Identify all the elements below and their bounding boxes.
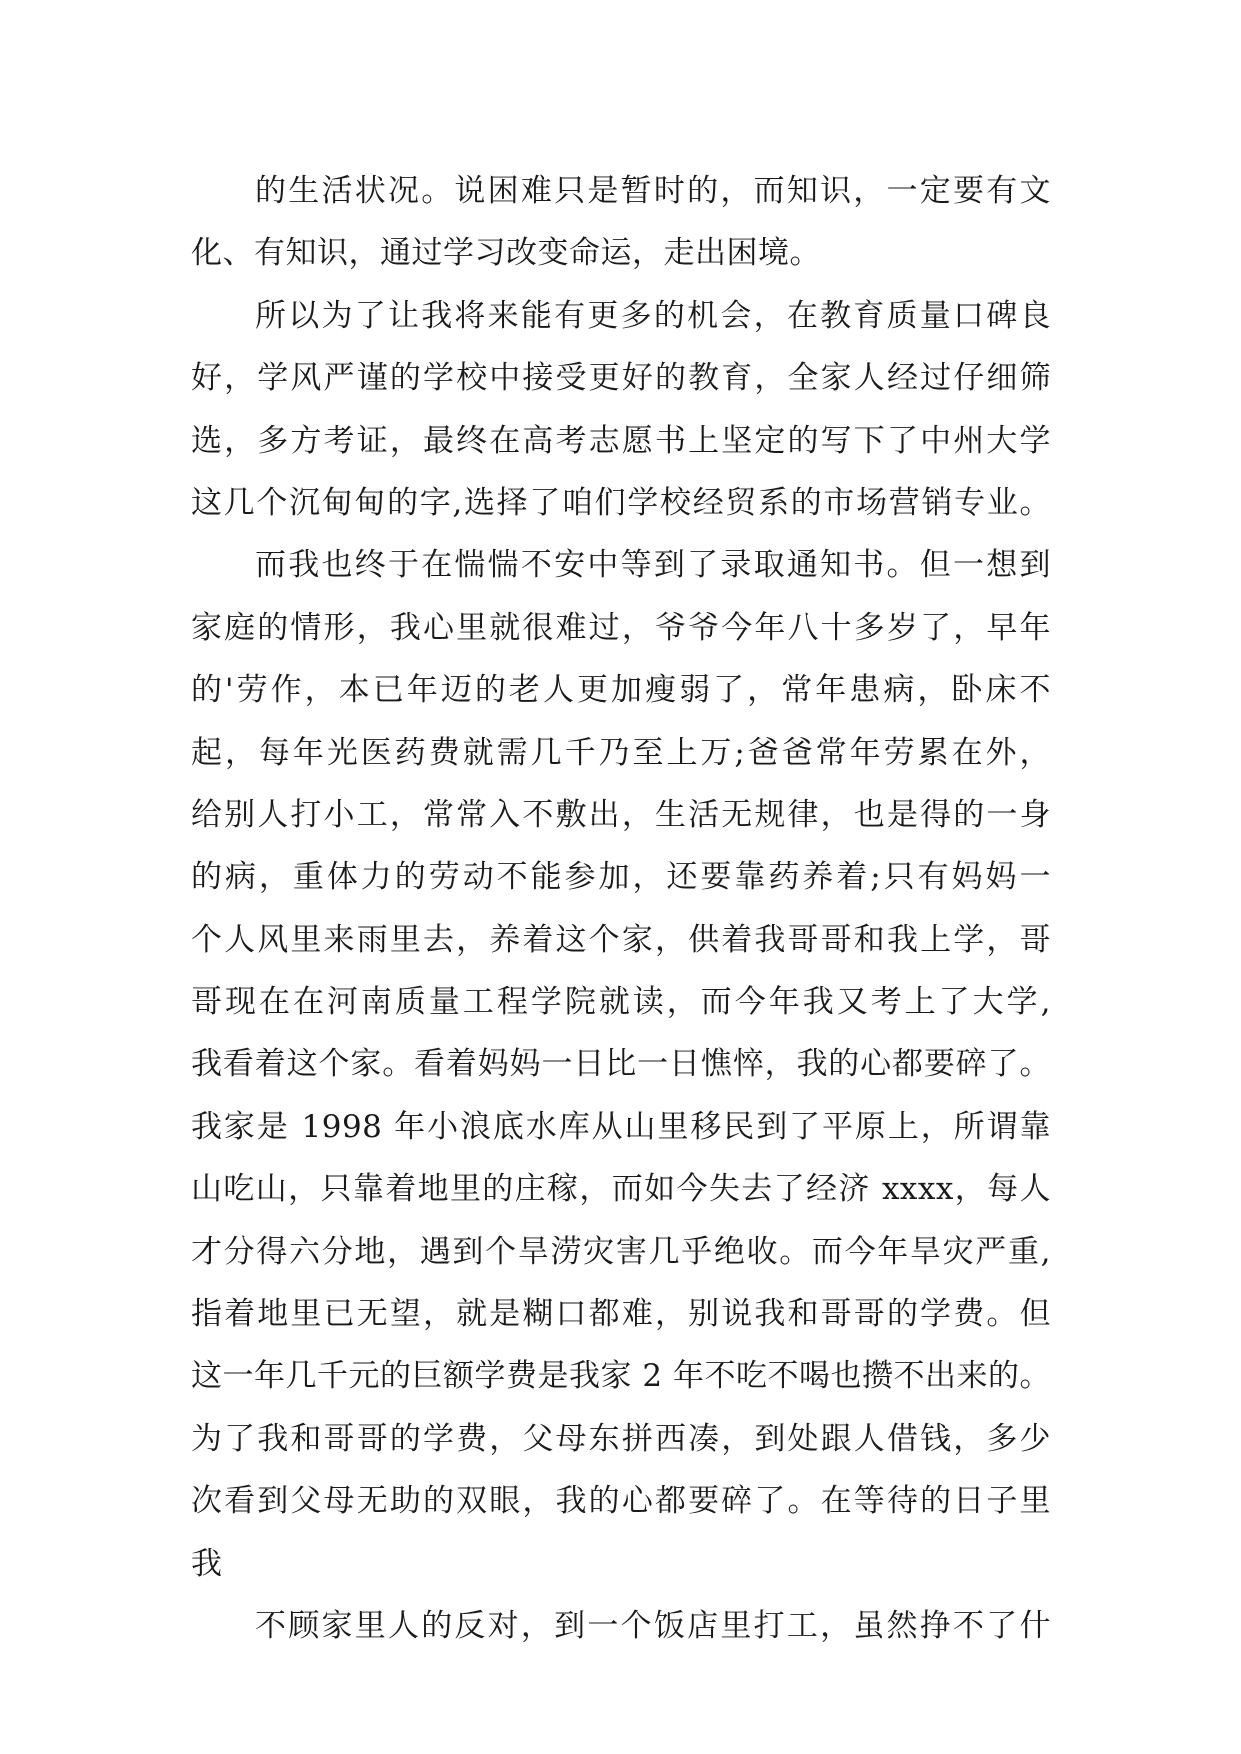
- text-line: 这一年几千元的巨额学费是我家 2 年不吃不喝也攒不出来的。: [191, 1358, 1051, 1395]
- text-line: 好，学风严谨的学校中接受更好的教育，全家人经过仔细筛: [191, 360, 1051, 397]
- text-line: 我: [191, 1545, 223, 1582]
- text-line: 而我也终于在惴惴不安中等到了录取通知书。但一想到: [255, 547, 1051, 584]
- text-line: 选，多方考证，最终在高考志愿书上坚定的写下了中州大学: [191, 422, 1051, 459]
- text-line: 山吃山，只靠着地里的庄稼，而如今失去了经济 xxxx，每人: [191, 1171, 1051, 1208]
- text-line: 次看到父母无助的双眼，我的心都要碎了。在等待的日子里: [191, 1483, 1051, 1520]
- text-line: 才分得六分地，遇到个旱涝灾害几乎绝收。而今年旱灾严重,: [191, 1233, 1051, 1270]
- text-line: 起，每年光医药费就需几千乃至上万;爸爸常年劳累在外，: [191, 734, 1051, 771]
- text-line: 的生活状况。说困难只是暂时的，而知识，一定要有文: [255, 173, 1051, 209]
- text-line: 家庭的情形，我心里就很难过，爷爷今年八十多岁了，早年: [191, 609, 1051, 646]
- text-line: 化、有知识，通过学习改变命运，走出困境。: [191, 235, 821, 272]
- text-line: 我看着这个家。看着妈妈一日比一日憔悴，我的心都要碎了。: [191, 1046, 1051, 1083]
- text-line: 这几个沉甸甸的字,选择了咱们学校经贸系的市场营销专业。: [191, 484, 1051, 521]
- text-line: 给别人打小工，常常入不敷出，生活无规律，也是得的一身: [191, 796, 1051, 833]
- text-line: 的'劳作，本已年迈的老人更加瘦弱了，常年患病，卧床不: [191, 672, 1051, 709]
- text-line: 所以为了让我将来能有更多的机会，在教育质量口碑良: [255, 297, 1051, 334]
- text-line: 为了我和哥哥的学费，父母东拼西凑，到处跟人借钱，多少: [191, 1420, 1051, 1457]
- text-line: 不顾家里人的反对，到一个饭店里打工，虽然挣不了什: [255, 1607, 1051, 1644]
- text-line: 哥现在在河南质量工程学院就读，而今年我又考上了大学,: [191, 984, 1051, 1021]
- text-line: 我家是 1998 年小浪底水库从山里移民到了平原上，所谓靠: [191, 1108, 1051, 1145]
- document-body: [191, 160, 1051, 1657]
- text-line: 个人风里来雨里去，养着这个家，供着我哥哥和我上学，哥: [191, 921, 1051, 958]
- text-line: 的病，重体力的劳动不能参加，还要靠药养着;只有妈妈一: [191, 859, 1051, 896]
- text-line: 指着地里已无望，就是糊口都难，别说我和哥哥的学费。但: [191, 1296, 1051, 1333]
